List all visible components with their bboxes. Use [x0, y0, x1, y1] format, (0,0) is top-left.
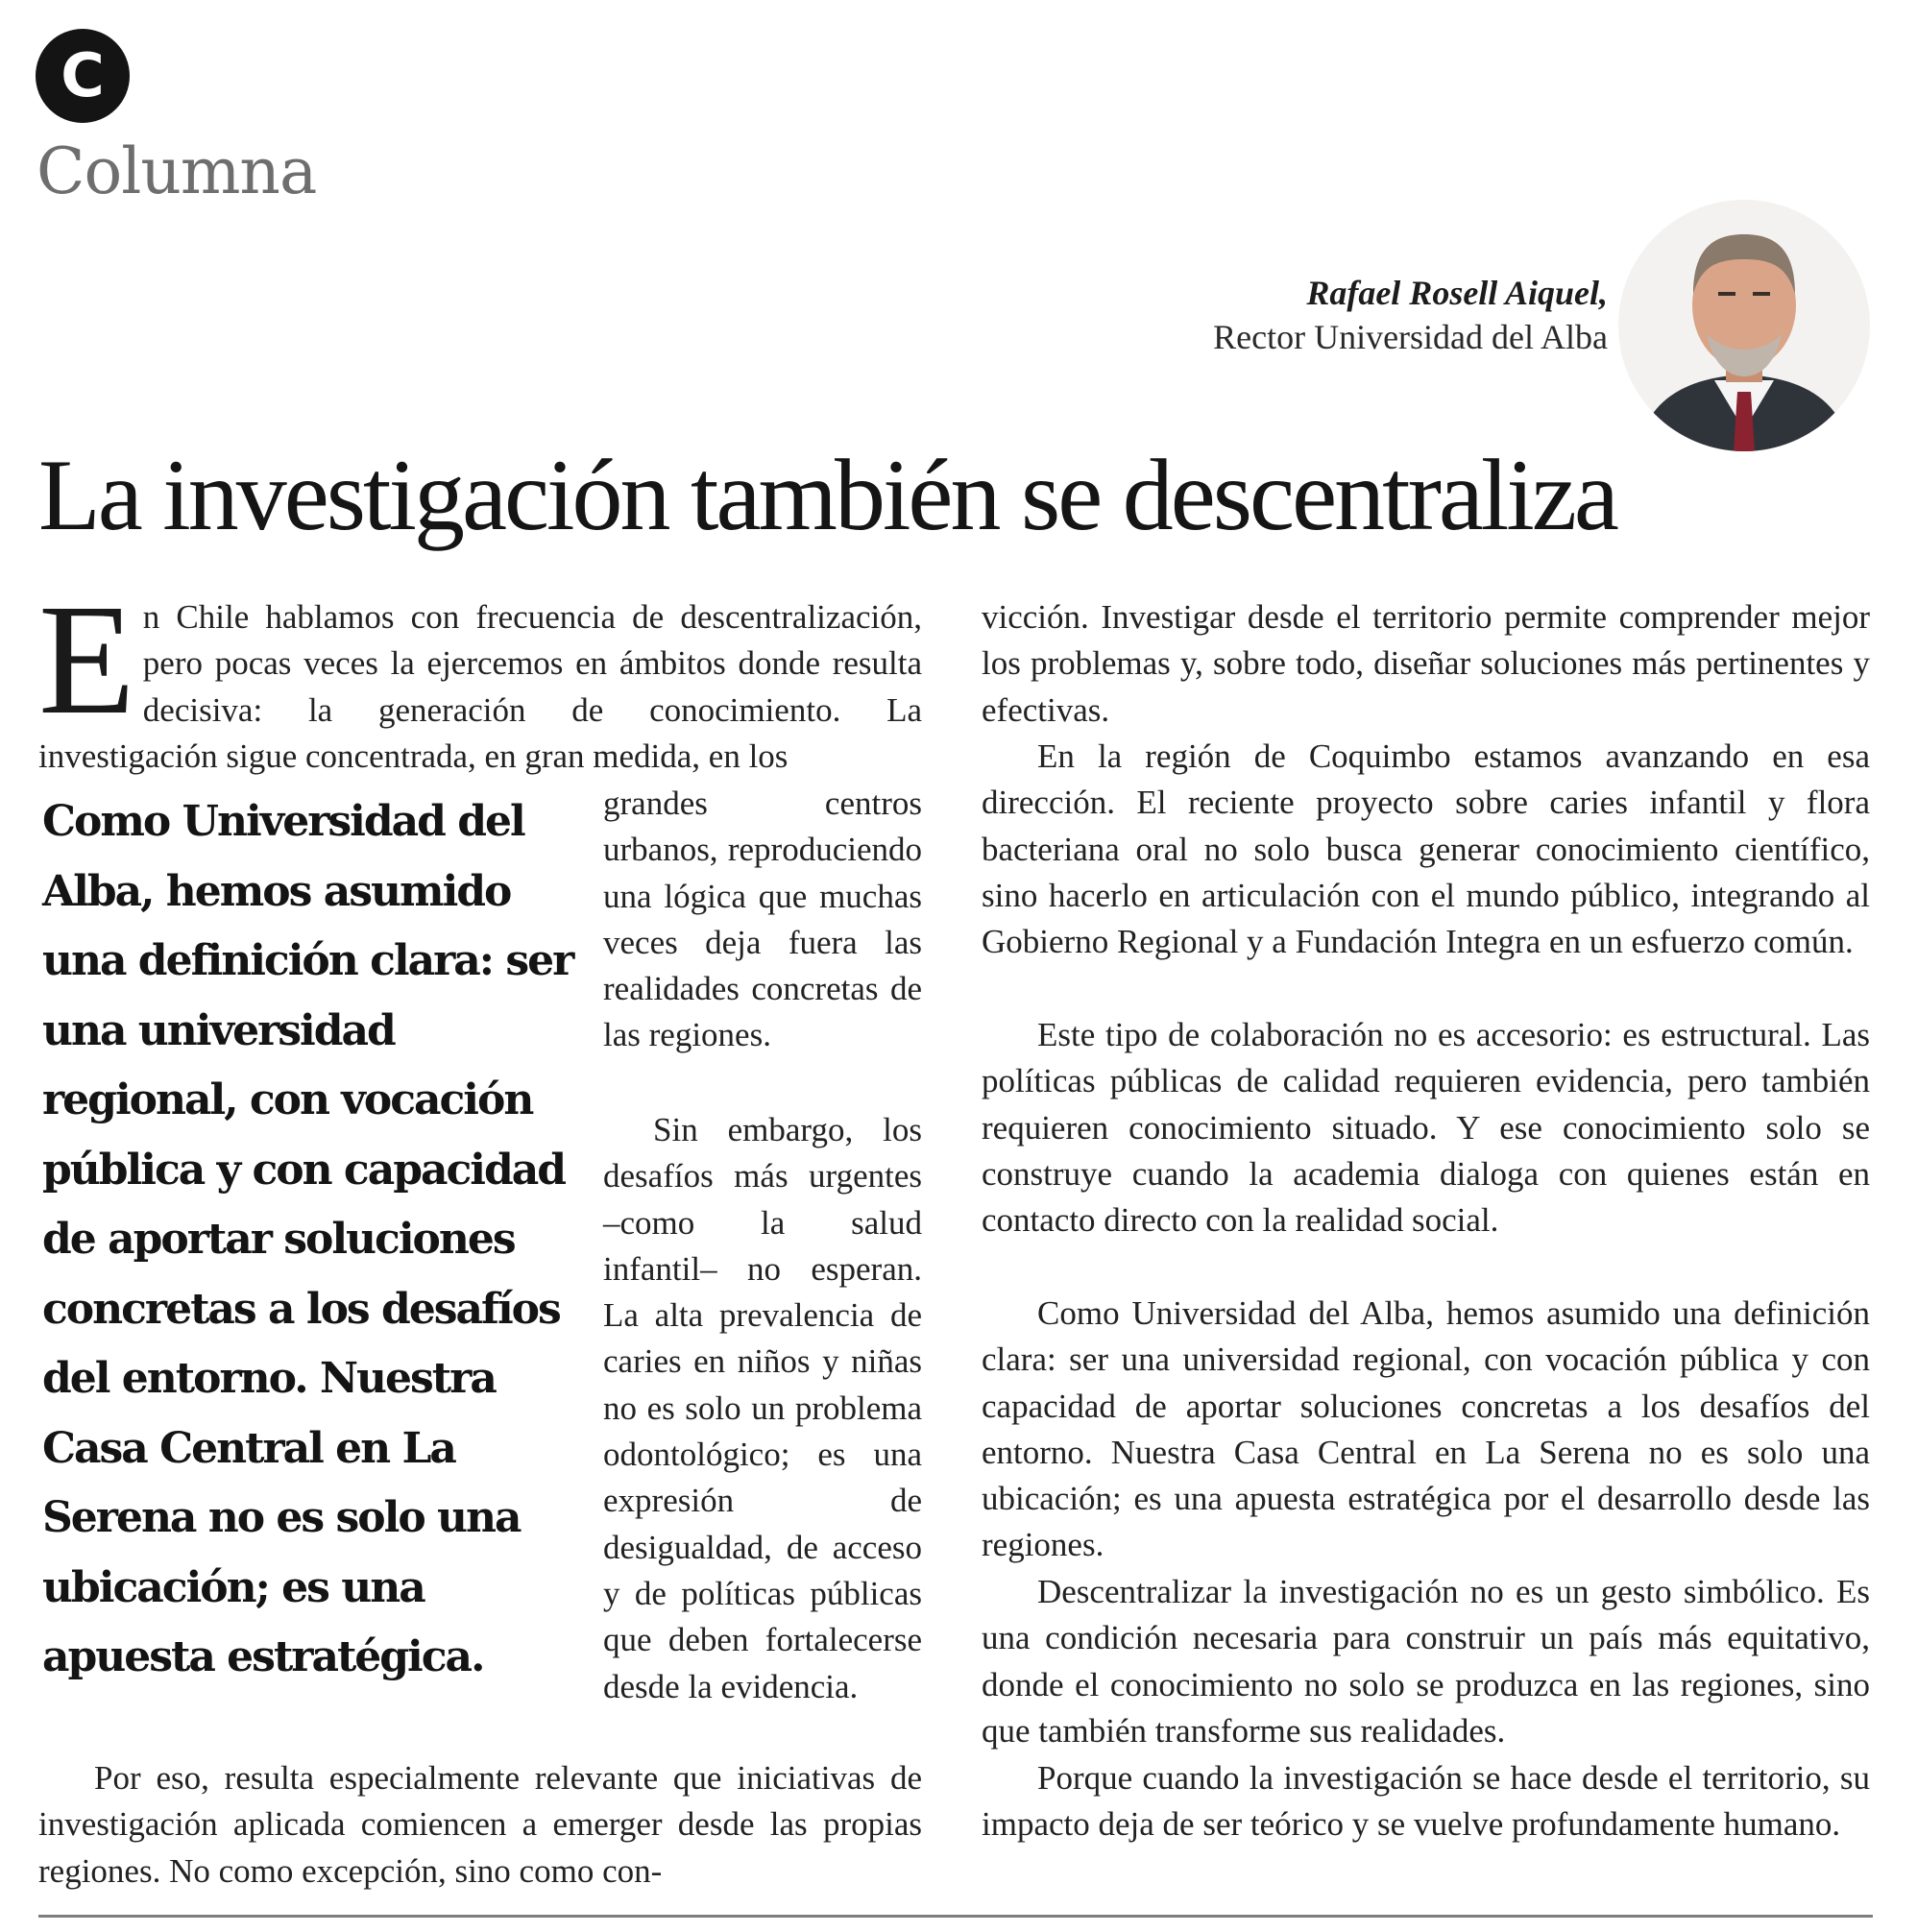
paragraph-1: [38, 571, 922, 782]
paragraph-1-continued: grandes centros urbanos, reproduciendo una lógica que muchas veces deja fuera las realidades concretas de las regiones.: [603, 785, 922, 1054]
paragraph-4: En la región de Coquimbo estamos avanzando en esa dirección. El reciente proyecto sobre caries infantil y flora bacteriana oral no solo busca generar conocimiento científico, sino hacerlo en articulación con el mundo público, integrando al Gobierno Regional y a Fundación Integra en un esfuerzo común.: [982, 737, 1870, 961]
author-role: Rector Universidad del Alba: [1213, 318, 1608, 356]
section-badge: C: [36, 29, 130, 123]
paragraph-8: Porque cuando la investigación se hace desde el territorio, su impacto deja de ser teórico y se vuelve profundamente humano.: [982, 1759, 1870, 1844]
paragraph-2: Sin embargo, los desafíos más urgentes –como la salud infantil– no esperan. La alta prevalencia de caries en niños y niñas no es solo un problema odontológico; es una expresión de desigualdad, de acceso y de políticas públicas que deben fortalecerse desde la evidencia.: [603, 1111, 922, 1705]
author-byline: [1213, 271, 1608, 359]
drop-cap: E: [38, 571, 135, 747]
headline: La investigación también se descentraliza: [38, 439, 1616, 551]
paragraph-6: Como Universidad del Alba, hemos asumido una definición clara: ser una universidad regional, con vocación pública y con capacidad de aportar soluciones concretas a los desafíos del entorno. Nuestra Casa Central en La Serena no es solo una ubicación; es una apuesta estratégica por el desarrollo desde las regiones.: [982, 1294, 1870, 1564]
paragraph-3: Por eso, resulta especialmente relevante que iniciativas de investigación aplicada comiencen a emerger desde las propias regiones. No como excepción, sino como con-: [38, 1759, 922, 1890]
paragraph-5: Este tipo de colaboración no es accesorio: es estructural. Las políticas públicas de calidad requieren evidencia, pero también requieren conocimiento situado. Y ese conocimiento solo se construye cuando la academia dialoga con quienes están en contacto directo con la realidad social.: [982, 1016, 1870, 1240]
paragraph-7: Descentralizar la investigación no es un gesto simbólico. Es una condición necesaria para construir un país más equitativo, donde el conocimiento no solo se produzca en las regiones, sino que también transforme sus realidades.: [982, 1573, 1870, 1750]
pull-quote: Como Universidad del Alba, hemos asumido una definición clara: ser una universidad regional, con vocación pública y con capacidad de aportar soluciones concretas a los desafíos del entorno. Nuestra Casa Central en La Serena no es solo una ubicación; es una apuesta estratégica.: [42, 797, 573, 1681]
bottom-rule: [38, 1915, 1873, 1918]
author-name: Rafael Rosell Aiquel,: [1306, 274, 1608, 312]
section-label: Columna: [36, 134, 317, 208]
paragraph-1-text: n Chile hablamos con frecuencia de descentralización, pero pocas veces la ejercemos en ámbitos donde resulta decisiva: la generación de conocimiento. La investigación sigue concentrada, en gran medida, en los: [38, 598, 922, 775]
author-photo: [1618, 200, 1870, 451]
paragraph-3-continued: vicción. Investigar desde el territorio permite comprender mejor los problemas y, sobre todo, diseñar soluciones más pertinentes y efectivas.: [982, 598, 1870, 729]
